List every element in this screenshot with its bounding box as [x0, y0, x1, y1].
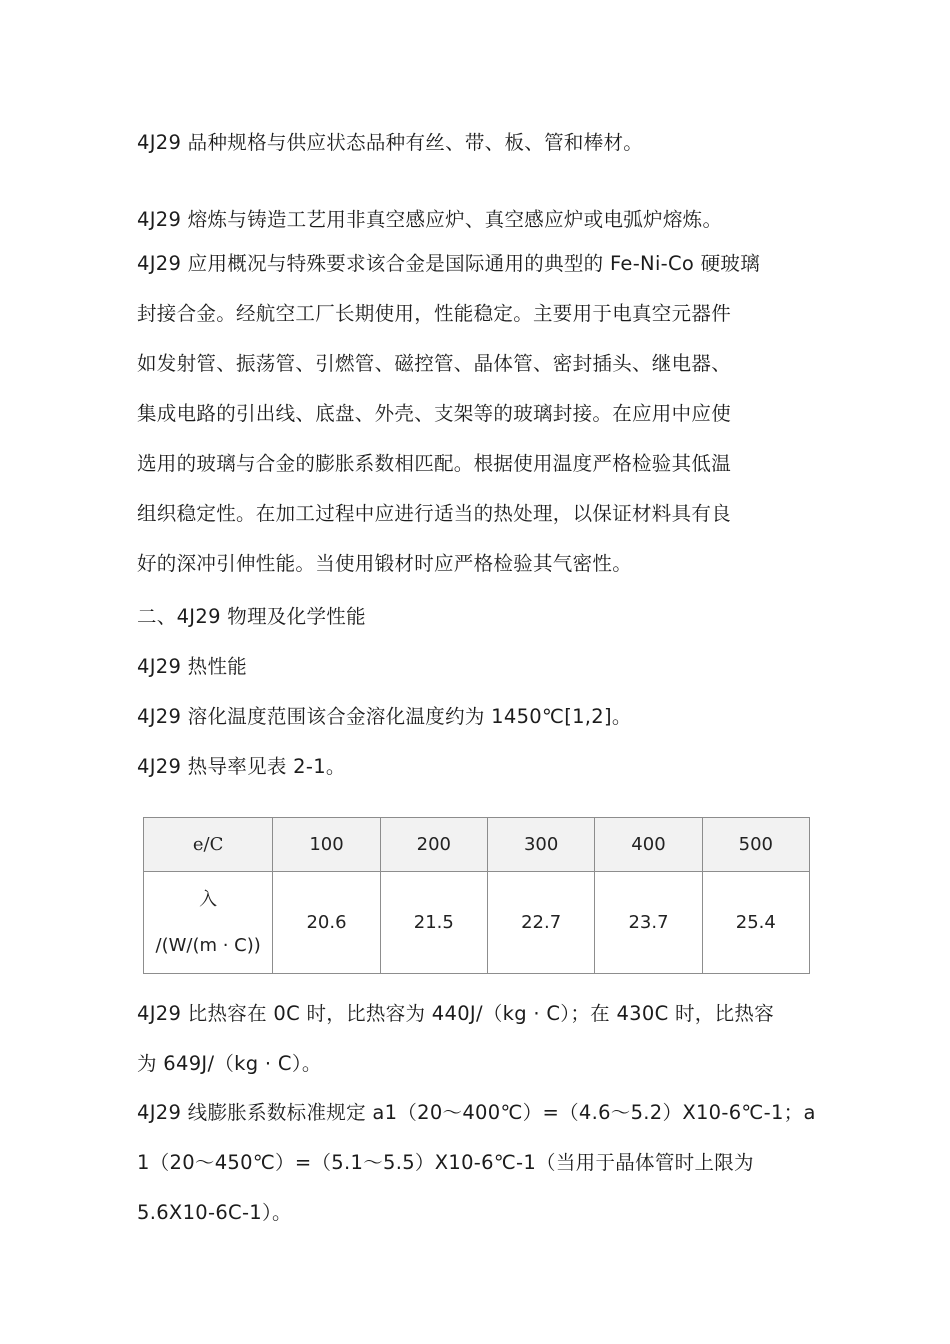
paragraph-smelting: 4J29 熔炼与铸造工艺用非真空感应炉、真空感应炉或电弧炉熔炼。 [137, 208, 723, 231]
paragraph-line: 为 649J/（kg · C）。 [137, 1052, 322, 1075]
table-cell: 20.6 [273, 872, 380, 974]
row-label-unit: /(W/(m · C)) [155, 934, 261, 956]
table-row [144, 872, 810, 974]
table-header-cell: 500 [702, 818, 809, 872]
table-header-row [144, 818, 810, 872]
thermal-conductivity-table [143, 817, 810, 974]
table-header-cell: 400 [595, 818, 702, 872]
paragraph-line: 好的深冲引伸性能。当使用锻材时应严格检验其气密性。 [137, 552, 633, 575]
paragraph-specific-heat [137, 989, 817, 1089]
table-row-label [144, 872, 273, 974]
table-cell: 25.4 [702, 872, 809, 974]
paragraph-line: 组织稳定性。在加工过程中应进行适当的热处理，以保证材料具有良 [137, 502, 732, 525]
paragraph-line: 1（20〜450℃）=（5.1〜5.5）X10-6℃-1（当用于晶体管时上限为 [137, 1151, 754, 1174]
section-heading: 二、4J29 物理及化学性能 [137, 605, 366, 628]
table-cell: 21.5 [380, 872, 487, 974]
table-header-cell: 200 [380, 818, 487, 872]
paragraph-product-forms: 4J29 品种规格与供应状态品种有丝、带、板、管和棒材。 [137, 131, 644, 154]
paragraph-melting: 4J29 溶化温度范围该合金溶化温度约为 1450℃[1,2]。 [137, 705, 632, 728]
paragraph-conductivity: 4J29 热导率见表 2-1。 [137, 755, 346, 778]
table-cell: 22.7 [487, 872, 594, 974]
table-header-cell: 100 [273, 818, 380, 872]
paragraph-application [137, 239, 817, 589]
paragraph-line: 封接合金。经航空工厂长期使用，性能稳定。主要用于电真空元器件 [137, 302, 732, 325]
paragraph-line: 选用的玻璃与合金的膨胀系数相匹配。根据使用温度严格检验其低温 [137, 452, 732, 475]
paragraph-line: 4J29 应用概况与特殊要求该合金是国际通用的典型的 Fe-Ni-Co 硬玻璃 [137, 252, 761, 275]
paragraph-line: 如发射管、振荡管、引燃管、磁控管、晶体管、密封插头、继电器、 [137, 352, 732, 375]
table-cell: 23.7 [595, 872, 702, 974]
row-label-symbol: 入 [199, 888, 218, 910]
table-header-label: e/C [144, 818, 273, 872]
paragraph-line: 5.6X10-6C-1）。 [137, 1201, 292, 1224]
table-header-cell: 300 [487, 818, 594, 872]
subsection-heading: 4J29 热性能 [137, 655, 248, 678]
paragraph-line: 4J29 比热容在 0C 时，比热容为 440J/（kg · C）；在 430C 时，比热容 [137, 1002, 774, 1025]
paragraph-line: 集成电路的引出线、底盘、外壳、支架等的玻璃封接。在应用中应使 [137, 402, 732, 425]
paragraph-expansion [137, 1088, 817, 1238]
paragraph-line: 4J29 线膨胀系数标准规定 a1（20〜400℃）=（4.6〜5.2）X10-6℃-1；a [137, 1101, 816, 1124]
